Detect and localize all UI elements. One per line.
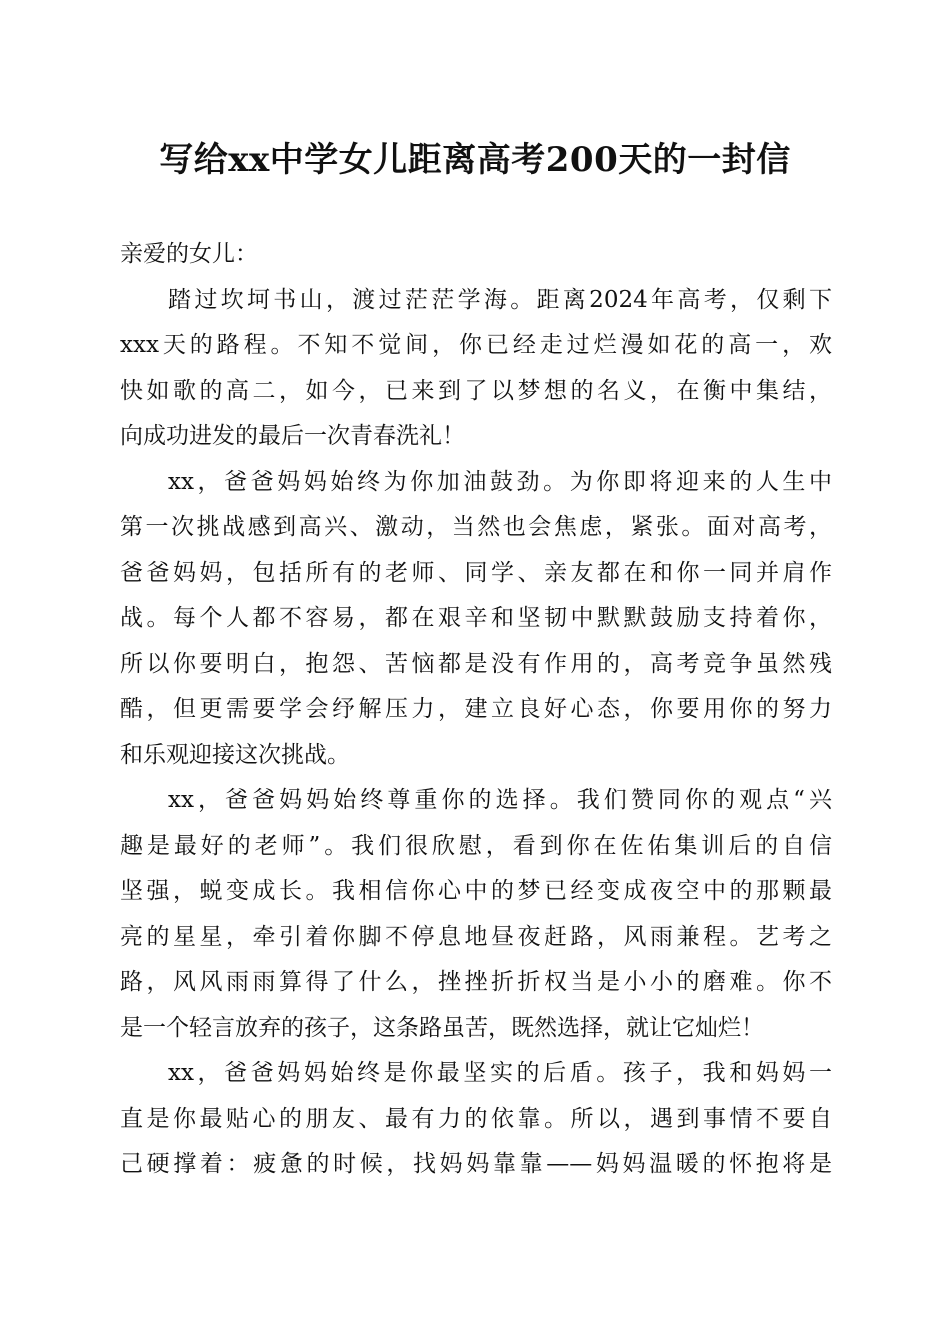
paragraph-line: xx，爸爸妈妈始终尊重你的选择。我们赞同你的观点“兴 (168, 787, 832, 813)
paragraph-line: 路，风风雨雨算得了什么，挫挫折折权当是小小的磨难。你不 (120, 969, 832, 995)
paragraph-2 (120, 460, 832, 779)
paragraph-line: 直是你最贴心的朋友、最有力的依靠。所以，遇到事情不要自 (120, 1105, 832, 1132)
paragraph-line: 向成功进发的最后一次青春洗礼！ (120, 423, 465, 449)
paragraph-line: 和乐观迎接这次挑战。 (120, 741, 350, 768)
paragraph-1 (120, 278, 832, 460)
paragraph-line: 快如歌的高二，如今，已来到了以梦想的名义，在衡中集结， (120, 377, 832, 404)
document-title: 写给xx中学女儿距离高考200天的一封信 (159, 140, 791, 180)
paragraph-line: 己硬撑着：疲惫的时候，找妈妈靠靠——妈妈温暖的怀抱将是 (120, 1151, 832, 1177)
paragraph-line: xx，爸爸妈妈始终为你加油鼓劲。为你即将迎来的人生中 (168, 468, 832, 495)
paragraph-line: 踏过坎坷书山，渡过茫茫学海。距离2024年高考，仅剩下 (168, 286, 832, 313)
paragraph-3 (120, 778, 832, 1051)
paragraph-line: 所以你要明白，抱怨、苦恼都是没有作用的，高考竞争虽然残 (120, 650, 832, 677)
paragraph-line: xxx天的路程。不知不觉间，你已经走过烂漫如花的高一，欢 (120, 332, 832, 358)
paragraph-line: 战。每个人都不容易，都在艰辛和坚韧中默默鼓励支持着你， (120, 605, 832, 631)
salutation: 亲爱的女儿： (120, 241, 258, 267)
letter-body (120, 232, 832, 1188)
paragraph-line: 第一次挑战感到高兴、激动，当然也会焦虑，紧张。面对高考， (120, 514, 832, 540)
paragraph-4 (120, 1051, 832, 1188)
paragraph-line: xx，爸爸妈妈始终是你最坚实的后盾。孩子，我和妈妈一 (168, 1060, 832, 1086)
paragraph-line: 趣是最好的老师”。我们很欣慰，看到你在佐佑集训后的自信 (120, 832, 832, 859)
paragraph-line: 亮的星星，牵引着你脚不停息地昼夜赶路，风雨兼程。艺考之 (120, 923, 832, 950)
paragraph-line: 坚强，蜕变成长。我相信你心中的梦已经变成夜空中的那颗最 (120, 878, 832, 904)
paragraph-line: 是一个轻言放弃的孩子，这条路虽苦，既然选择，就让它灿烂！ (120, 1014, 764, 1041)
paragraph-line: 酷，但更需要学会纾解压力，建立良好心态，你要用你的努力 (120, 696, 832, 722)
paragraph-line: 爸爸妈妈，包括所有的老师、同学、亲友都在和你一同并肩作 (120, 559, 832, 586)
